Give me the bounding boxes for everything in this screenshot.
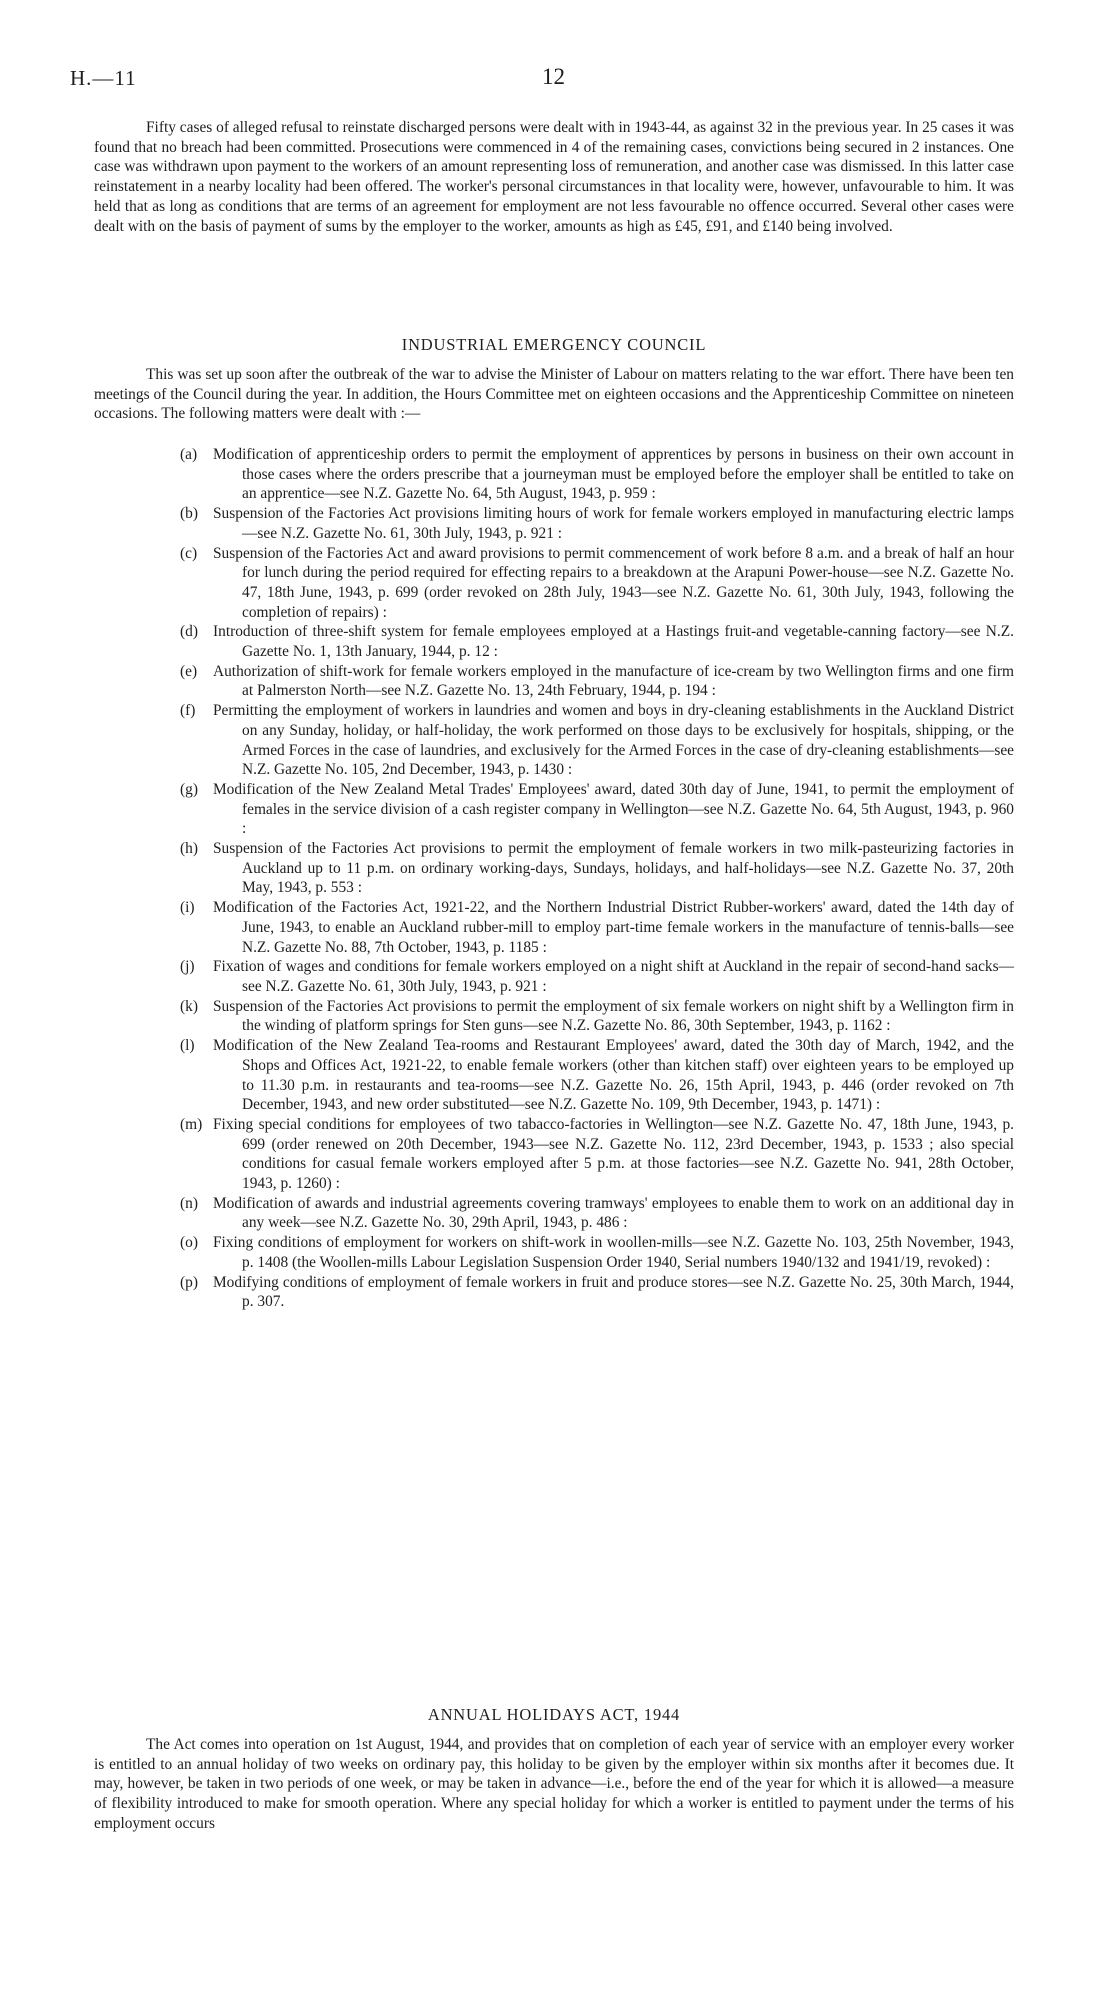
item-label: (l) [180,1037,195,1055]
item-label: (b) [180,505,198,523]
intro-paragraph: Fifty cases of alleged refusal to reinstate discharged persons were dealt with in 1943-44, as against 32 in the previous year. In 25 cases it was found that no breach had been committed. Prosecutions were commenced in 4 of the remaining cases, convictions being secured in 2 instances. One case was withdrawn upon payment to the workers of an amount representing loss of remuneration, and another case was dismissed. In this latter case reinstatement in a nearby locality had been offered. The worker's personal circumstances in that locality were, however, unfavourable to him. It was held that as long as conditions that are terms of an agreement for employment are not less favourable no offence occurred. Several other cases were dealt with on the basis of payment of sums by the employer to the worker, amounts as high as £45, £91, and £140 being involved. [94,119,1014,235]
item-label: (p) [180,1273,198,1291]
council-item [180,957,1014,996]
council-item [180,544,1014,623]
council-item [180,1233,1014,1272]
council-item [180,898,1014,957]
item-text: Suspension of the Factories Act and award provisions to permit commencement of work before 8 a.m. and a break of half an hour for lunch during the period required for effecting repairs to a breakdown at the Arapuni Power-house—see N.Z. Gazette No. 47, 18th June, 1943, p. 699 (order revoked on 28th July, 1943—see N.Z. Gazette No. 61, 30th July, 1943, following the completion of repairs) : [213,544,1014,621]
item-text: Modification of the New Zealand Metal Trades' Employees' award, dated 30th day of June, 1941, to permit the employment of females in the service division of a cash register company in Wellington—see N.Z. Gazette No. 64, 5th August, 1943, p. 960 : [213,780,1014,838]
item-text: Fixing conditions of employment for workers on shift-work in woollen-mills—see N.Z. Gazette No. 103, 25th November, 1943, p. 1408 (the Woollen-mills Labour Legislation Suspension Order 1940, Serial numbers 1940/132 and 1941/19, revoked) : [213,1234,1014,1271]
holidays-paragraph: The Act comes into operation on 1st August, 1944, and provides that on completion of each year of service with an employer every worker is entitled to an annual holiday of two weeks on ordinary pay, this holiday to be given by the employer within six months after it becomes due. It may, however, be taken in two periods of one week, or may be taken in advance—i.e., before the end of the year for which it is allowed—a measure of flexibility introduced to make for smooth operation. Where any special holiday for which a worker is entitled to payment under the terms of his employment occurs [94,1736,1014,1832]
item-label: (f) [180,702,196,720]
item-label: (o) [180,1234,198,1252]
item-text: Suspension of the Factories Act provisions to permit the employment of female workers in two milk-pasteurizing factories in Auckland up to 11 p.m. on ordinary working-days, Sundays, holidays, and half-holidays—see N.Z. Gazette No. 37, 20th May, 1943, p. 553 : [213,840,1014,897]
item-label: (i) [180,899,195,917]
council-item [180,1273,1014,1312]
item-text: Introduction of three-shift system for female employees employed at a Hastings fruit-and vegetable-canning factory—see N.Z. Gazette No. 1, 13th January, 1944, p. 12 : [213,623,1014,661]
council-item [180,1036,1014,1115]
item-text: Permitting the employment of workers in laundries and women and boys in dry-cleaning establishments in the Auckland District on any Sunday, holiday, or half-holiday, the work performed on those days to be exclusively for hospitals, shipping, or the Armed Forces in the case of laundries, and exclusively for the Armed Forces in the case of dry-cleaning establishments—see N.Z. Gazette No. 105, 2nd December, 1943, p. 1430 : [213,702,1014,779]
council-item [180,1194,1014,1233]
council-heading: INDUSTRIAL EMERGENCY COUNCIL [401,335,707,354]
council-item [180,997,1014,1036]
item-text: Modification of apprenticeship orders to permit the employment of apprentices by persons in business on their own account in those cases where the orders prescribe that a journeyman must be employed before the employer shall be entitled to take on an apprentice—see N.Z. Gazette No. 64, 5th August, 1943, p. 959 : [213,446,1014,503]
council-item [180,445,1014,504]
item-text: Suspension of the Factories Act provisions to permit the employment of six female workers on night shift by a Wellington firm in the winding of platform springs for Sten guns—see N.Z. Gazette No. 86, 30th September, 1943, p. 1162 : [213,997,1014,1035]
item-label: (m) [180,1115,203,1133]
item-label: (n) [180,1194,198,1212]
item-text: Suspension of the Factories Act provisions limiting hours of work for female workers employed in manufacturing electric lamps—see N.Z. Gazette No. 61, 30th July, 1943, p. 921 : [213,505,1014,542]
item-label: (e) [180,662,198,680]
item-label: (g) [180,780,198,798]
item-label: (c) [180,544,198,562]
council-item [180,780,1014,839]
item-label: (a) [180,446,198,463]
item-text: Fixing special conditions for employees of two tabacco-factories in Wellington—see N.Z. Gazette No. 47, 18th June, 1943, p. 699 (order renewed on 20th December, 1943—see N.Z. Gazette No. 112, 23rd December, 1943, p. 1533 ; also special conditions for casual female workers employed after 5 p.m. at those factories—see N.Z. Gazette No. 941, 28th October, 1943, p. 1260) : [213,1115,1014,1193]
council-item [180,701,1014,780]
council-item [180,662,1014,701]
item-text: Modification of awards and industrial agreements covering tramways' employees to enable them to work on an additional day in any week—see N.Z. Gazette No. 30, 29th April, 1943, p. 486 : [213,1194,1014,1232]
item-label: (d) [180,623,198,641]
council-item [180,504,1014,543]
council-item [180,622,1014,661]
page-number: 12 [542,64,565,89]
item-label: (k) [180,997,198,1015]
council-paragraph: This was set up soon after the outbreak of the war to advise the Minister of Labour on matters relating to the war effort. There have been ten meetings of the Council during the year. In addition, the Hours Committee met on eighteen occasions and the Apprenticeship Committee on nineteen occasions. The following matters were dealt with :— [94,366,1014,423]
item-label: (j) [180,958,195,976]
document-reference: H.—11 [70,66,137,90]
holidays-heading: ANNUAL HOLIDAYS ACT, 1944 [427,1705,681,1724]
item-text: Fixation of wages and conditions for female workers employed on a night shift at Auckland in the repair of second-hand sacks—see N.Z. Gazette No. 61, 30th July, 1943, p. 921 : [213,958,1014,995]
council-item [180,839,1014,898]
council-matters-list [180,445,1014,1312]
council-item [180,1115,1014,1194]
item-text: Authorization of shift-work for female workers employed in the manufacture of ice-cream by two Wellington firms and one firm at Palmerston North—see N.Z. Gazette No. 13, 24th February, 1944, p. 194 : [213,662,1014,700]
item-text: Modification of the New Zealand Tea-rooms and Restaurant Employees' award, dated the 30th day of March, 1942, and the Shops and Offices Act, 1921-22, to enable female workers (other than kitchen staff) over eighteen years to be employed up to 11.30 p.m. in restaurants and tea-rooms—see N.Z. Gazette No. 26, 15th April, 1943, p. 446 (order revoked on 7th December, 1943, and new order substituted—see N.Z. Gazette No. 109, 9th December, 1943, p. 1471) : [213,1037,1014,1114]
item-text: Modifying conditions of employment of female workers in fruit and produce stores—see N.Z. Gazette No. 25, 30th March, 1944, p. 307. [213,1273,1014,1311]
item-label: (h) [180,840,198,858]
item-text: Modification of the Factories Act, 1921-22, and the Northern Industrial District Rubber-workers' award, dated the 14th day of June, 1943, to enable an Auckland rubber-mill to employ part-time female workers in the manufacture of tennis-balls—see N.Z. Gazette No. 88, 7th October, 1943, p. 1185 : [213,899,1014,956]
